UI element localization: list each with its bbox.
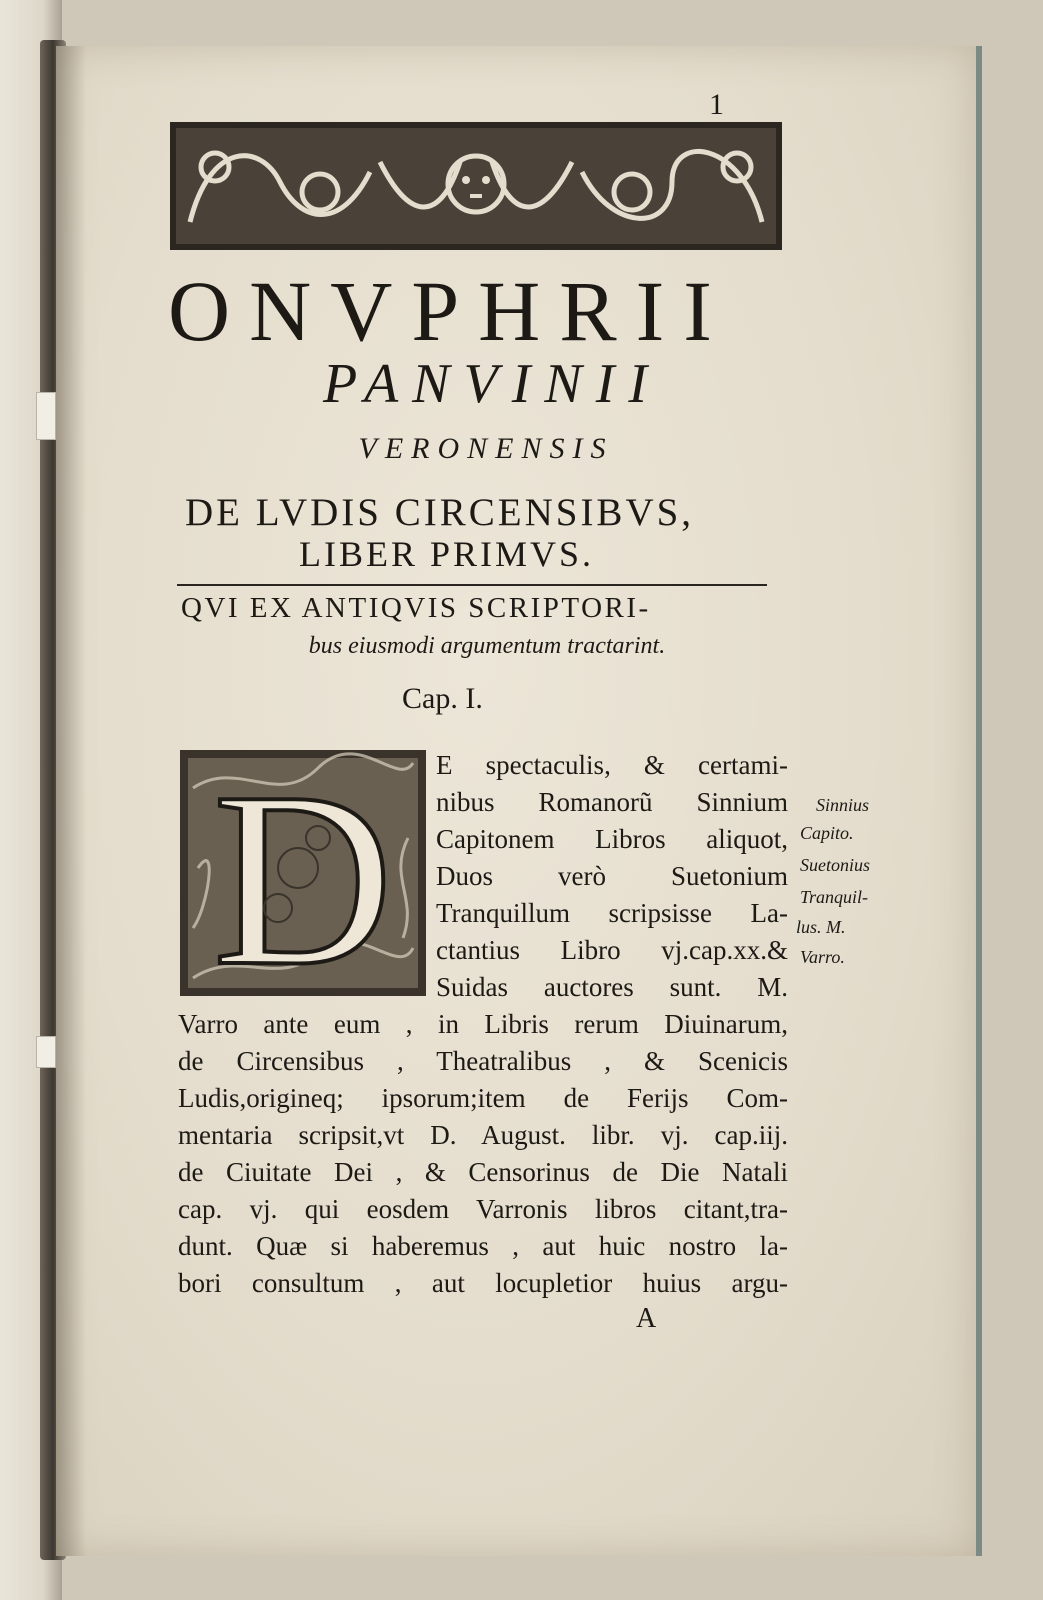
binding-stitch (36, 392, 56, 440)
binding-stitch (36, 1036, 56, 1068)
margin-note: Varro. (800, 947, 845, 967)
decorated-initial (178, 748, 428, 998)
margin-note: Sinnius (816, 795, 870, 815)
text-line: mentaria scripsit,vt D. August. libr. vj. cap.iij. (178, 1120, 788, 1150)
text-line: E spectaculis, & certami- (436, 750, 788, 780)
author-name: ONVPHRII (168, 263, 731, 359)
chapter-heading-line-1: QVI EX ANTIQVIS SCRIPTORI- (181, 592, 651, 624)
chapter-number: Cap. I. (402, 682, 483, 715)
book-number: LIBER PRIMVS. (299, 534, 595, 574)
work-title: DE LVDIS CIRCENSIBVS, (185, 491, 695, 534)
author-surname: PANVINII (322, 353, 662, 415)
ornamental-headpiece (170, 122, 782, 250)
folio-number: 1 (709, 88, 724, 121)
text-line: cap. vj. qui eosdem Varronis libros citant,tra- (178, 1194, 788, 1224)
author-origin: VERONENSIS (358, 432, 614, 465)
text-line: Suidas auctores sunt. M. (436, 972, 788, 1002)
text-line: de Circensibus , Theatralibus , & Scenicis (178, 1046, 788, 1076)
text-line: Tranquillum scripsisse La- (436, 898, 788, 928)
title-rule (177, 584, 767, 586)
text-line: Capitonem Libros aliquot, (436, 824, 788, 854)
margin-note: Suetonius (800, 855, 870, 875)
margin-note: Capito. (800, 823, 854, 843)
text-line: Ludis,origineq; ipsorum;item de Ferijs Com- (178, 1083, 788, 1113)
text-line: Duos verò Suetonium (436, 861, 788, 891)
catchword: A (636, 1303, 657, 1334)
text-line: bori consultum , aut locupletior huius argu- (178, 1268, 788, 1298)
chapter-heading-line-2: bus eiusmodi argumentum tractarint. (308, 633, 666, 659)
text-line: dunt. Quæ si haberemus , aut huic nostro la- (178, 1231, 788, 1261)
margin-note: lus. M. (796, 917, 846, 937)
text-line: de Ciuitate Dei , & Censorinus de Die Natali (178, 1157, 788, 1187)
text-line: ctantius Libro vj.cap.xx.& (436, 935, 788, 965)
text-line: Varro ante eum , in Libris rerum Diuinarum, (178, 1009, 788, 1039)
text-line: nibus Romanorũ Sinnium (436, 787, 788, 817)
spine-shadow (56, 46, 86, 1556)
initial-letter: D (212, 748, 394, 998)
margin-note: Tranquil- (800, 887, 869, 907)
